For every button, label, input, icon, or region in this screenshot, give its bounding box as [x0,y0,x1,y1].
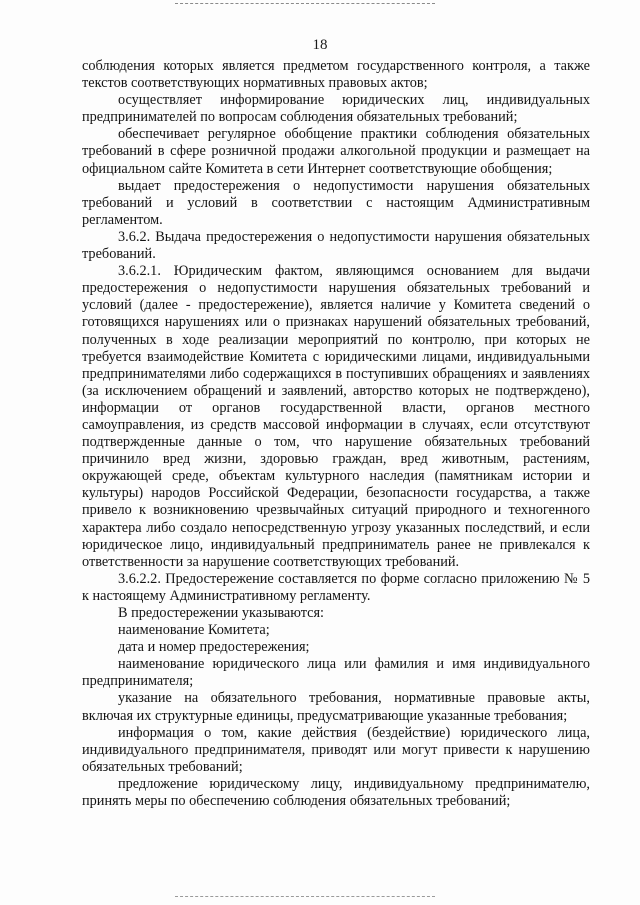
scan-top-edge [175,3,435,4]
paragraph-3-6-2-1: 3.6.2.1. Юридическим фактом, являющимся основанием для выдачи предостережения о недопустимости нарушения обязательных требований и условий (далее - предостережение), является наличие у Комитета сведений о готовящихся нарушениях или о признаках нарушений обязательных требований, полученных в ходе реализации мероприятий по контролю, при которых не требуется взаимодействие Комитета с юридическими лицами, индивидуальными предпринимателями либо содержащихся в поступивших обращениях и заявлениях (за исключением обращений и заявлений, авторство которых не подтверждено), информации от органов государственной власти, органов местного самоуправления, из средств массовой информации в случаях, если отсутствуют подтвержденные данные о том, что нарушение обязательных требований причинило вред жизни, здоровью граждан, вред животным, растениям, окружающей среде, объектам культурного наследия (памятникам истории и культуры) народов Российской Федерации, безопасности государства, а также привело к возникновению чрезвычайных ситуаций природного и техногенного характера либо создало непосредственную угрозу указанных последствий, и если юридическое лицо, индивидуальный предприниматель ранее не привлекался к ответственности за нарушение соответствующих требований. [82,263,590,570]
list-intro: В предостережении указываются: [118,605,325,621]
paragraph: выдает предостережения о недопустимости нарушения обязательных требований и условий в соответствии с настоящим Административным регламентом. [82,177,590,228]
paragraph: соблюдения которых является предметом государственного контроля, а также текстов соответствующих нормативных правовых актов; [82,58,590,92]
paragraph: обеспечивает регулярное обобщение практики соблюдения обязательных требований в сфере розничной продажи алкогольной продукции и размещает на официальном сайте Комитета в сети Интернет соответствующие обобщения; [82,126,590,177]
page-number: 18 [312,37,328,53]
paragraph: осуществляет информирование юридических лиц, индивидуальных предпринимателей по вопросам соблюдения обязательных требований; [82,92,590,126]
section-heading-3-6-2: 3.6.2. Выдача предостережения о недопустимости нарушения обязательных требований. [82,228,590,263]
scan-bottom-edge [175,896,435,897]
list-item: дата и номер предостережения; [118,639,310,656]
list-item: наименование юридического лица или фамилия и имя индивидуального предпринимателя; [82,656,590,690]
list-item: указание на обязательного требования, нормативные правовые акты, включая их структурные единицы, предусматривающие указанные требования; [82,690,590,724]
list-item: наименование Комитета; [118,622,270,639]
body-text [82,58,590,810]
list-item: информация о том, какие действия (бездействие) юридического лица, индивидуального предпринимателя, приводят или могут привести к нарушению обязательных требований; [82,724,590,775]
paragraph-3-6-2-2: 3.6.2.2. Предостережение составляется по форме согласно приложению № 5 к настоящему Административному регламенту. [82,570,590,604]
list-item: предложение юридическому лицу, индивидуальному предпринимателю, принять меры по обеспечению соблюдения обязательных требований; [82,775,590,810]
